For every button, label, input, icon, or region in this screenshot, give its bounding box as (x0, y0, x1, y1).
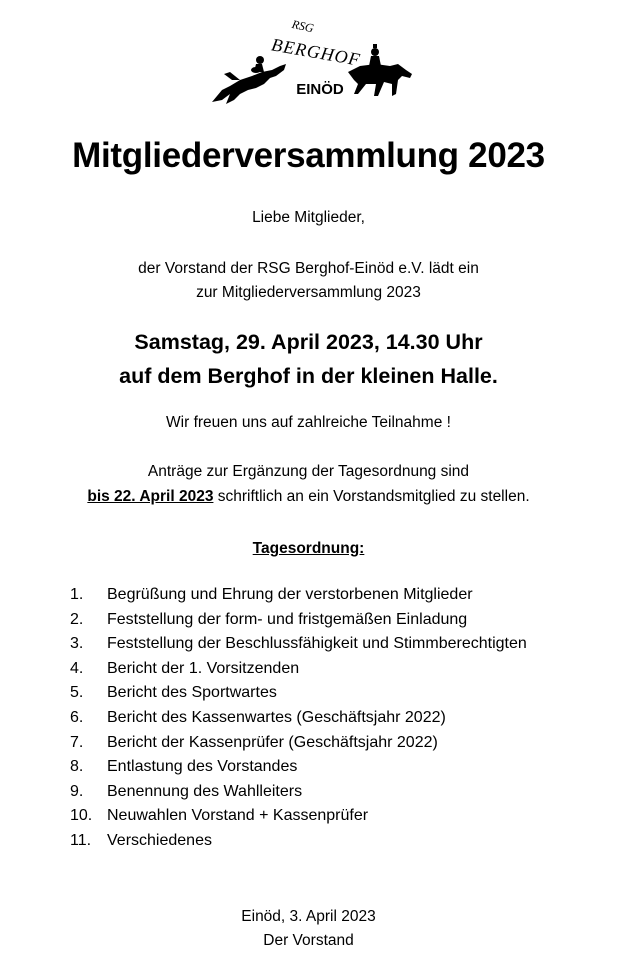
agenda-heading-text: Tagesordnung: (252, 540, 365, 557)
agenda-number: 2. (70, 610, 84, 628)
agenda-number: 5. (70, 684, 84, 702)
list-item (0, 660, 617, 685)
event-location: auf dem Berghof in der kleinen Halle. (119, 364, 498, 388)
motions-deadline: bis 22. April 2023 (87, 488, 214, 505)
agenda-text: Begrüßung und Ehrung der verstorbenen Mitglieder (107, 586, 473, 603)
motions-line-2 (0, 487, 617, 507)
motions-line-1: Anträge zur Ergänzung der Tagesordnung sind (147, 463, 470, 480)
agenda-text: Bericht der 1. Vorsitzenden (107, 659, 300, 677)
agenda-number: 4. (70, 659, 84, 677)
agenda-number: 3. (70, 635, 84, 653)
motions-rest: schriftlich an ein Vorstandsmitglied zu stellen. (213, 488, 530, 505)
logo-einoed: EINÖD (296, 81, 344, 98)
list-item (0, 807, 617, 832)
list-item (0, 586, 617, 611)
club-logo (200, 14, 420, 114)
list-item (0, 832, 617, 857)
agenda-number: 1. (70, 586, 84, 603)
intro-line-1: der Vorstand der RSG Berghof-Einöd e.V. lädt ein (138, 260, 479, 277)
agenda-text: Benennung des Wahlleiters (107, 782, 303, 800)
list-item (0, 783, 617, 808)
agenda-text: Neuwahlen Vorstand + Kassenprüfer (107, 807, 369, 825)
place-date: Einöd, 3. April 2023 (241, 908, 376, 925)
agenda-text: Bericht des Kassenwartes (Geschäftsjahr 2022) (107, 708, 446, 726)
participation-note: Wir freuen uns auf zahlreiche Teilnahme ! (166, 414, 451, 431)
list-item (0, 734, 617, 759)
signature: Der Vorstand (263, 932, 354, 949)
logo-rsg: RSG (290, 16, 316, 36)
list-item (0, 635, 617, 660)
agenda-text: Verschiedenes (107, 831, 212, 849)
event-date-time: Samstag, 29. April 2023, 14.30 Uhr (134, 330, 483, 354)
greeting: Liebe Mitglieder, (252, 209, 365, 226)
list-item (0, 611, 617, 636)
intro-line-2: zur Mitgliederversammlung 2023 (196, 284, 421, 301)
agenda-text: Entlastung des Vorstandes (107, 758, 298, 776)
jumping-horse-icon (212, 56, 286, 104)
agenda-number: 10. (70, 807, 93, 825)
list-item (0, 709, 617, 734)
logo-berghof: BERGHOF (269, 34, 363, 70)
agenda-number: 11. (70, 831, 92, 849)
page-title: Mitgliederversammlung 2023 (72, 136, 545, 175)
agenda-heading (0, 539, 617, 559)
list-item (0, 684, 617, 709)
agenda-text: Bericht des Sportwartes (107, 684, 277, 702)
list-item (0, 758, 617, 783)
agenda-text: Feststellung der form- und fristgemäßen Einladung (107, 610, 468, 628)
agenda-text: Bericht der Kassenprüfer (Geschäftsjahr 2022) (107, 733, 438, 751)
agenda-list (0, 586, 617, 857)
agenda-text: Feststellung der Beschlussfähigkeit und Stimmberechtigten (107, 635, 527, 653)
agenda-number: 6. (70, 708, 84, 726)
agenda-number: 9. (70, 782, 84, 800)
agenda-number: 7. (70, 733, 84, 751)
agenda-number: 8. (70, 758, 84, 776)
